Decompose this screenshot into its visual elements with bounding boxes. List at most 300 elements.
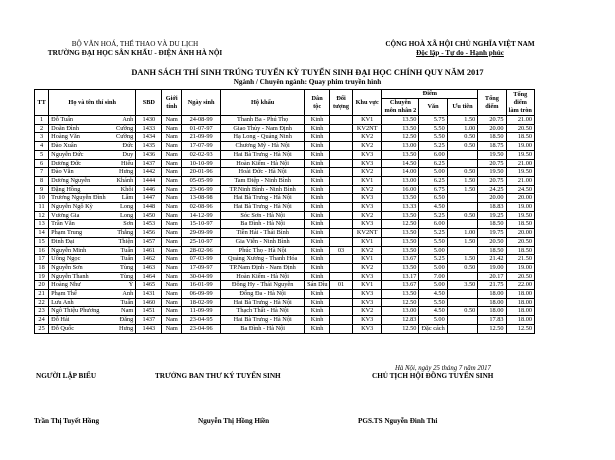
candidate-first-name: Anh: [122, 116, 134, 123]
cell-tt: 3: [35, 133, 49, 142]
cell-hometown: Đông Hy - Thái Nguyên: [221, 281, 305, 290]
cell-ethnic: Kinh: [305, 246, 330, 255]
cell-gender: Nam: [162, 307, 182, 316]
cell-sbd: 1460: [136, 298, 162, 307]
candidate-last-name: Vương Gia: [51, 211, 80, 219]
cell-literature: 4.50: [419, 290, 447, 299]
cell-total: 18.83: [478, 203, 506, 212]
candidate-first-name: Khánh: [116, 176, 134, 184]
cell-ethnic: Kinh: [305, 203, 330, 212]
cell-priority: [330, 316, 353, 325]
cell-bonus: 1.50: [447, 237, 478, 246]
cell-name: [49, 307, 136, 316]
cell-major-score: 16.00: [382, 185, 419, 194]
ministry-name: BỘ VĂN HOÁ, THỂ THAO VÀ DU LỊCH: [71, 40, 199, 48]
national-motto: Độc lập - Tự do - Hạnh phúc: [416, 49, 504, 57]
candidate-last-name: Trương Nguyễn Đình: [51, 194, 106, 202]
cell-name: [49, 203, 136, 212]
candidate-first-name: Tuấn: [120, 246, 134, 254]
cell-major-score: 13.50: [382, 194, 419, 203]
cell-bonus: [447, 203, 478, 212]
candidate-first-name: Long: [119, 203, 134, 211]
cell-region: KV1: [352, 237, 381, 246]
cell-tt: 13: [35, 220, 49, 229]
cell-gender: Nam: [162, 290, 182, 299]
cell-region: KV2NT: [352, 124, 381, 133]
cell-total-rounded: 20.50: [506, 237, 534, 246]
cell-bonus: 1.00: [447, 124, 478, 133]
cell-literature: 5.50: [419, 237, 447, 246]
cell-tt: 20: [35, 281, 49, 290]
cell-bonus: [447, 272, 478, 281]
cell-total: 21.75: [478, 281, 506, 290]
cell-region: KV3: [352, 272, 381, 281]
cell-major-score: 13.50: [382, 290, 419, 299]
cell-bonus: 0.50: [447, 168, 478, 177]
cell-tt: 25: [35, 324, 49, 333]
table-row: [35, 176, 535, 185]
cell-ethnic: Kinh: [305, 150, 330, 159]
cell-priority: [330, 237, 353, 246]
cell-dob: 20-01-96: [182, 168, 221, 177]
cell-tt: 24: [35, 316, 49, 325]
candidate-last-name: Lưu Anh: [51, 298, 74, 306]
cell-dob: 11-09-99: [182, 307, 221, 316]
cell-hometown: Tiền Hải - Thái Bình: [221, 229, 305, 238]
cell-total: 18.50: [478, 133, 506, 142]
candidate-first-name: Hưng: [119, 168, 134, 176]
cell-region: KV1: [352, 116, 381, 125]
cell-major-score: 14.50: [382, 159, 419, 168]
cell-literature: 5.50: [419, 124, 447, 133]
cell-bonus: [447, 150, 478, 159]
cell-gender: Nam: [162, 263, 182, 272]
cell-gender: Nam: [162, 229, 182, 238]
cell-ethnic: Kinh: [305, 185, 330, 194]
cell-literature: 5.50: [419, 298, 447, 307]
cell-literature: 6.75: [419, 185, 447, 194]
cell-name: [49, 176, 136, 185]
table-row: [35, 211, 535, 220]
table-row: [35, 307, 535, 316]
cell-name: [49, 298, 136, 307]
cell-hometown: Quảng Xương - Thanh Hóa: [221, 255, 305, 264]
cell-literature: 6.00: [419, 150, 447, 159]
cell-literature: 5.00: [419, 316, 447, 325]
cell-priority: [330, 211, 353, 220]
cell-total-rounded: 19.50: [506, 211, 534, 220]
cell-gender: Nam: [162, 246, 182, 255]
cell-priority: [330, 168, 353, 177]
cell-sbd: 1444: [136, 176, 162, 185]
cell-dob: 30-04-99: [182, 272, 221, 281]
cell-major-score: 13.67: [382, 281, 419, 290]
table-row: [35, 237, 535, 246]
cell-total-rounded: 20.50: [506, 272, 534, 281]
cell-literature: 5.00: [419, 168, 447, 177]
table-row: [35, 168, 535, 177]
cell-major-score: 13.50: [382, 211, 419, 220]
cell-priority: [330, 176, 353, 185]
cell-name: [49, 185, 136, 194]
col-header-gender: Giới tính: [162, 90, 182, 116]
candidate-last-name: Đặng Hồng: [51, 185, 81, 193]
cell-sbd: 1431: [136, 290, 162, 299]
col-header-hometown: Hộ khẩu: [221, 90, 305, 116]
cell-major-score: 13.50: [382, 124, 419, 133]
cell-region: KV3: [352, 203, 381, 212]
table-row: [35, 150, 535, 159]
cell-total-rounded: 21.00: [506, 159, 534, 168]
table-row: [35, 133, 535, 142]
cell-hometown: Thanh Ba - Phú Thọ: [221, 116, 305, 125]
cell-tt: 5: [35, 150, 49, 159]
candidate-last-name: Dương Nguyễn: [51, 176, 91, 184]
candidate-last-name: Đỗ Hải: [51, 316, 70, 324]
cell-dob: 16-01-99: [182, 281, 221, 290]
table-row: [35, 203, 535, 212]
cell-bonus: [447, 246, 478, 255]
cell-priority: [330, 203, 353, 212]
cell-ethnic: Kinh: [305, 159, 330, 168]
cell-major-score: 13.50: [382, 116, 419, 125]
table-row: [35, 185, 535, 194]
cell-dob: 02-08-96: [182, 203, 221, 212]
cell-total-rounded: 19.50: [506, 150, 534, 159]
cell-total-rounded: 18.00: [506, 316, 534, 325]
cell-total-rounded: 18.50: [506, 133, 534, 142]
table-row: [35, 142, 535, 151]
cell-tt: 8: [35, 176, 49, 185]
table-row: [35, 263, 535, 272]
table-row: [35, 290, 535, 299]
cell-hometown: Hai Bà Trưng - Hà Nội: [221, 194, 305, 203]
cell-hometown: Tam Điệp - Ninh Bình: [221, 176, 305, 185]
cell-region: KV1: [352, 255, 381, 264]
cell-gender: Nam: [162, 168, 182, 177]
cell-bonus: 1.00: [447, 229, 478, 238]
cell-bonus: 0.50: [447, 211, 478, 220]
cell-major-score: 12.50: [382, 133, 419, 142]
cell-literature: 6.25: [419, 176, 447, 185]
cell-major-score: 13.67: [382, 255, 419, 264]
cell-total-rounded: 18.50: [506, 246, 534, 255]
cell-name: [49, 133, 136, 142]
cell-bonus: [447, 324, 478, 333]
cell-dob: 17-09-97: [182, 263, 221, 272]
candidate-last-name: Đào Xuân: [51, 142, 77, 150]
cell-major-score: 13.50: [382, 246, 419, 255]
cell-tt: 16: [35, 246, 49, 255]
cell-region: KV3: [352, 159, 381, 168]
cell-name: [49, 229, 136, 238]
cell-sbd: 1437: [136, 316, 162, 325]
cell-major-score: 13.50: [382, 150, 419, 159]
cell-dob: 24-08-99: [182, 116, 221, 125]
cell-total: 19.75: [478, 229, 506, 238]
cell-priority: [330, 133, 353, 142]
cell-literature: 5.75: [419, 116, 447, 125]
cell-ethnic: Kinh: [305, 211, 330, 220]
cell-bonus: 0.50: [447, 263, 478, 272]
cell-dob: 23-06-99: [182, 185, 221, 194]
signature-name-right: PGS.TS Nguyễn Đình Thi: [358, 417, 438, 425]
cell-sbd: 1465: [136, 281, 162, 290]
candidate-last-name: Nguyễn Minh: [51, 246, 87, 254]
cell-region: KV2: [352, 211, 381, 220]
cell-tt: 19: [35, 272, 49, 281]
cell-ethnic: Kinh: [305, 133, 330, 142]
cell-sbd: 1430: [136, 116, 162, 125]
cell-region: KV2: [352, 246, 381, 255]
candidate-last-name: Hoàng Văn: [51, 133, 80, 141]
cell-priority: [330, 307, 353, 316]
cell-major-score: 12.50: [382, 324, 419, 333]
cell-total: 20.75: [478, 159, 506, 168]
signature-title-middle: TRƯỞNG BAN THƯ KÝ TUYỂN SINH: [155, 372, 281, 380]
cell-region: KV2: [352, 263, 381, 272]
cell-tt: 18: [35, 263, 49, 272]
cell-bonus: [447, 220, 478, 229]
table-header-row: [35, 90, 535, 99]
cell-total-rounded: 21.00: [506, 116, 534, 125]
candidate-first-name: Tùng: [119, 272, 134, 280]
col-header-name: Họ và tên thí sinh: [49, 90, 136, 116]
table-row: [35, 220, 535, 229]
cell-hometown: Ba Đình - Hà Nội: [221, 220, 305, 229]
candidate-last-name: Dương Đức: [51, 159, 82, 167]
cell-dob: 01-07-97: [182, 124, 221, 133]
cell-ethnic: Kinh: [305, 168, 330, 177]
cell-gender: Nam: [162, 272, 182, 281]
candidate-first-name: Thắng: [117, 229, 134, 237]
cell-sbd: 1446: [136, 185, 162, 194]
cell-region: KV2: [352, 307, 381, 316]
cell-priority: [330, 263, 353, 272]
cell-dob: 21-09-99: [182, 133, 221, 142]
cell-hometown: TP.Nam Định - Nam Định: [221, 263, 305, 272]
cell-dob: 23-04-96: [182, 324, 221, 333]
cell-ethnic: Kinh: [305, 272, 330, 281]
cell-name: [49, 150, 136, 159]
cell-major-score: 13.17: [382, 272, 419, 281]
cell-sbd: 1462: [136, 255, 162, 264]
republic-name: CỘNG HOÀ XÃ HỘI CHỦ NGHĨA VIỆT NAM: [385, 40, 535, 48]
cell-dob: 06-09-99: [182, 290, 221, 299]
cell-literature: 5.25: [419, 142, 447, 151]
cell-total: 20.00: [478, 194, 506, 203]
cell-sbd: 1447: [136, 194, 162, 203]
candidate-last-name: Nguyễn Ngô Kỳ: [51, 203, 93, 211]
candidate-first-name: Ý: [128, 281, 134, 289]
cell-total: 18.00: [478, 298, 506, 307]
cell-total-rounded: 20.50: [506, 124, 534, 133]
cell-major-score: 13.33: [382, 203, 419, 212]
cell-ethnic: Kinh: [305, 316, 330, 325]
cell-region: KV2: [352, 142, 381, 151]
candidate-first-name: Khôi: [120, 185, 134, 193]
cell-region: KV3: [352, 298, 381, 307]
col-header-sbd: SBD: [136, 90, 162, 116]
cell-bonus: 1.50: [447, 185, 478, 194]
cell-total: 20.17: [478, 272, 506, 281]
cell-total: 21.42: [478, 255, 506, 264]
table-row: [35, 255, 535, 264]
cell-name: [49, 324, 136, 333]
cell-bonus: 1.50: [447, 255, 478, 264]
col-header-major-score: Chuyên môn nhân 2: [382, 99, 419, 116]
cell-major-score: 13.00: [382, 142, 419, 151]
cell-gender: Nam: [162, 194, 182, 203]
cell-gender: Nam: [162, 211, 182, 220]
cell-total-rounded: 18.00: [506, 307, 534, 316]
cell-bonus: [447, 316, 478, 325]
cell-priority: [330, 255, 353, 264]
cell-gender: Nam: [162, 298, 182, 307]
table-row: [35, 116, 535, 125]
cell-total: 18.50: [478, 220, 506, 229]
school-name: TRƯỜNG ĐẠI HỌC SÂN KHẤU - ĐIỆN ẢNH HÀ NỘI: [47, 49, 223, 57]
cell-total: 18.00: [478, 307, 506, 316]
candidate-last-name: Uông Ngọc: [51, 255, 81, 263]
cell-dob: 29-09-99: [182, 229, 221, 238]
cell-total-rounded: 18.50: [506, 220, 534, 229]
cell-dob: 10-10-99: [182, 159, 221, 168]
cell-major-score: 13.50: [382, 263, 419, 272]
cell-gender: Nam: [162, 116, 182, 125]
cell-sbd: 1453: [136, 220, 162, 229]
cell-hometown: Sóc Sơn - Hà Nội: [221, 211, 305, 220]
cell-sbd: 1456: [136, 229, 162, 238]
cell-bonus: 1.50: [447, 116, 478, 125]
cell-name: [49, 168, 136, 177]
cell-gender: Nam: [162, 203, 182, 212]
cell-ethnic: Sán Dìu: [305, 281, 330, 290]
cell-total-rounded: 20.00: [506, 194, 534, 203]
candidate-last-name: Đinh Đại: [51, 237, 75, 245]
candidate-last-name: Phạm Thế: [51, 290, 77, 298]
cell-tt: 10: [35, 194, 49, 203]
cell-sbd: 1451: [136, 307, 162, 316]
col-header-region: Khu vực: [352, 90, 381, 116]
cell-total: 18.50: [478, 246, 506, 255]
cell-major-score: 12.50: [382, 220, 419, 229]
cell-sbd: 1448: [136, 203, 162, 212]
candidate-first-name: Đức: [122, 142, 134, 150]
cell-sbd: 1461: [136, 246, 162, 255]
cell-dob: 13-08-98: [182, 194, 221, 203]
candidate-first-name: Long: [119, 211, 134, 219]
cell-region: KV1: [352, 281, 381, 290]
cell-literature: 5.25: [419, 229, 447, 238]
cell-major-score: 13.50: [382, 229, 419, 238]
cell-total: 18.00: [478, 290, 506, 299]
cell-gender: Nam: [162, 142, 182, 151]
candidate-first-name: Nam: [121, 307, 134, 315]
cell-gender: Nam: [162, 237, 182, 246]
signature-title-right: CHỦ TỊCH HỘI ĐỒNG TUYỂN SINH: [372, 372, 494, 380]
cell-tt: 12: [35, 211, 49, 220]
cell-hometown: TP.Ninh Bình - Ninh Bình: [221, 185, 305, 194]
col-header-literature: Văn: [419, 99, 447, 116]
cell-region: KV2: [352, 168, 381, 177]
cell-name: [49, 194, 136, 203]
cell-tt: 15: [35, 237, 49, 246]
candidate-first-name: Tuấn: [120, 255, 134, 263]
cell-hometown: Hoài Đức - Hà Nội: [221, 168, 305, 177]
cell-total: 19.00: [478, 263, 506, 272]
candidate-last-name: Hoàng Như: [51, 281, 81, 289]
page-title: DANH SÁCH THÍ SINH TRÚNG TUYỂN KỲ TUYỂN SINH ĐẠI HỌC CHÍNH QUY NĂM 2017: [131, 68, 484, 77]
cell-hometown: Đống Đa - Hà Nội: [221, 290, 305, 299]
candidate-first-name: Hiếu: [121, 159, 134, 167]
cell-hometown: Hoàn Kiếm - Hà Nội: [221, 159, 305, 168]
cell-ethnic: Kinh: [305, 324, 330, 333]
cell-name: [49, 237, 136, 246]
cell-ethnic: Kinh: [305, 194, 330, 203]
cell-name: [49, 116, 136, 125]
cell-gender: Nam: [162, 176, 182, 185]
cell-total-rounded: 21.50: [506, 255, 534, 264]
cell-literature: 5.50: [419, 133, 447, 142]
cell-region: KV3: [352, 324, 381, 333]
cell-tt: 7: [35, 168, 49, 177]
cell-bonus: [447, 159, 478, 168]
cell-gender: Nam: [162, 220, 182, 229]
cell-bonus: 3.50: [447, 281, 478, 290]
cell-total-rounded: 12.50: [506, 324, 534, 333]
cell-tt: 2: [35, 124, 49, 133]
cell-literature: 6.50: [419, 194, 447, 203]
cell-literature: 7.00: [419, 272, 447, 281]
cell-hometown: Hai Bà Trưng - Hà Nội: [221, 316, 305, 325]
cell-literature: 4.50: [419, 307, 447, 316]
cell-total-rounded: 24.50: [506, 185, 534, 194]
cell-hometown: Hoàn Kiếm - Hà Nội: [221, 272, 305, 281]
col-header-total: Tổng điểm: [478, 90, 506, 116]
cell-literature: 5.00: [419, 281, 447, 290]
table-row: [35, 281, 535, 290]
cell-ethnic: Kinh: [305, 290, 330, 299]
cell-gender: Nam: [162, 324, 182, 333]
cell-region: KV2NT: [352, 229, 381, 238]
cell-ethnic: Kinh: [305, 237, 330, 246]
candidate-first-name: Tùng: [119, 263, 134, 271]
cell-sbd: 1436: [136, 150, 162, 159]
cell-dob: 18-02-99: [182, 298, 221, 307]
cell-region: KV3: [352, 194, 381, 203]
cell-region: KV3: [352, 150, 381, 159]
cell-major-score: 13.00: [382, 176, 419, 185]
cell-name: [49, 255, 136, 264]
cell-sbd: 1437: [136, 159, 162, 168]
cell-priority: [330, 324, 353, 333]
cell-total: 24.25: [478, 185, 506, 194]
cell-total: 20.75: [478, 176, 506, 185]
col-header-total-rounded: Tổng điểm làm tròn: [506, 90, 534, 116]
cell-hometown: Giao Thủy - Nam Định: [221, 124, 305, 133]
cell-ethnic: Kinh: [305, 176, 330, 185]
cell-sbd: 1450: [136, 211, 162, 220]
col-header-ethnic: Dân tộc: [305, 90, 330, 116]
cell-bonus: [447, 298, 478, 307]
candidate-last-name: Doãn Đình: [51, 124, 79, 132]
col-header-dob: Ngày sinh: [182, 90, 221, 116]
cell-name: [49, 316, 136, 325]
cell-bonus: 0.50: [447, 142, 478, 151]
cell-sbd: 1463: [136, 263, 162, 272]
cell-total: 18.75: [478, 142, 506, 151]
